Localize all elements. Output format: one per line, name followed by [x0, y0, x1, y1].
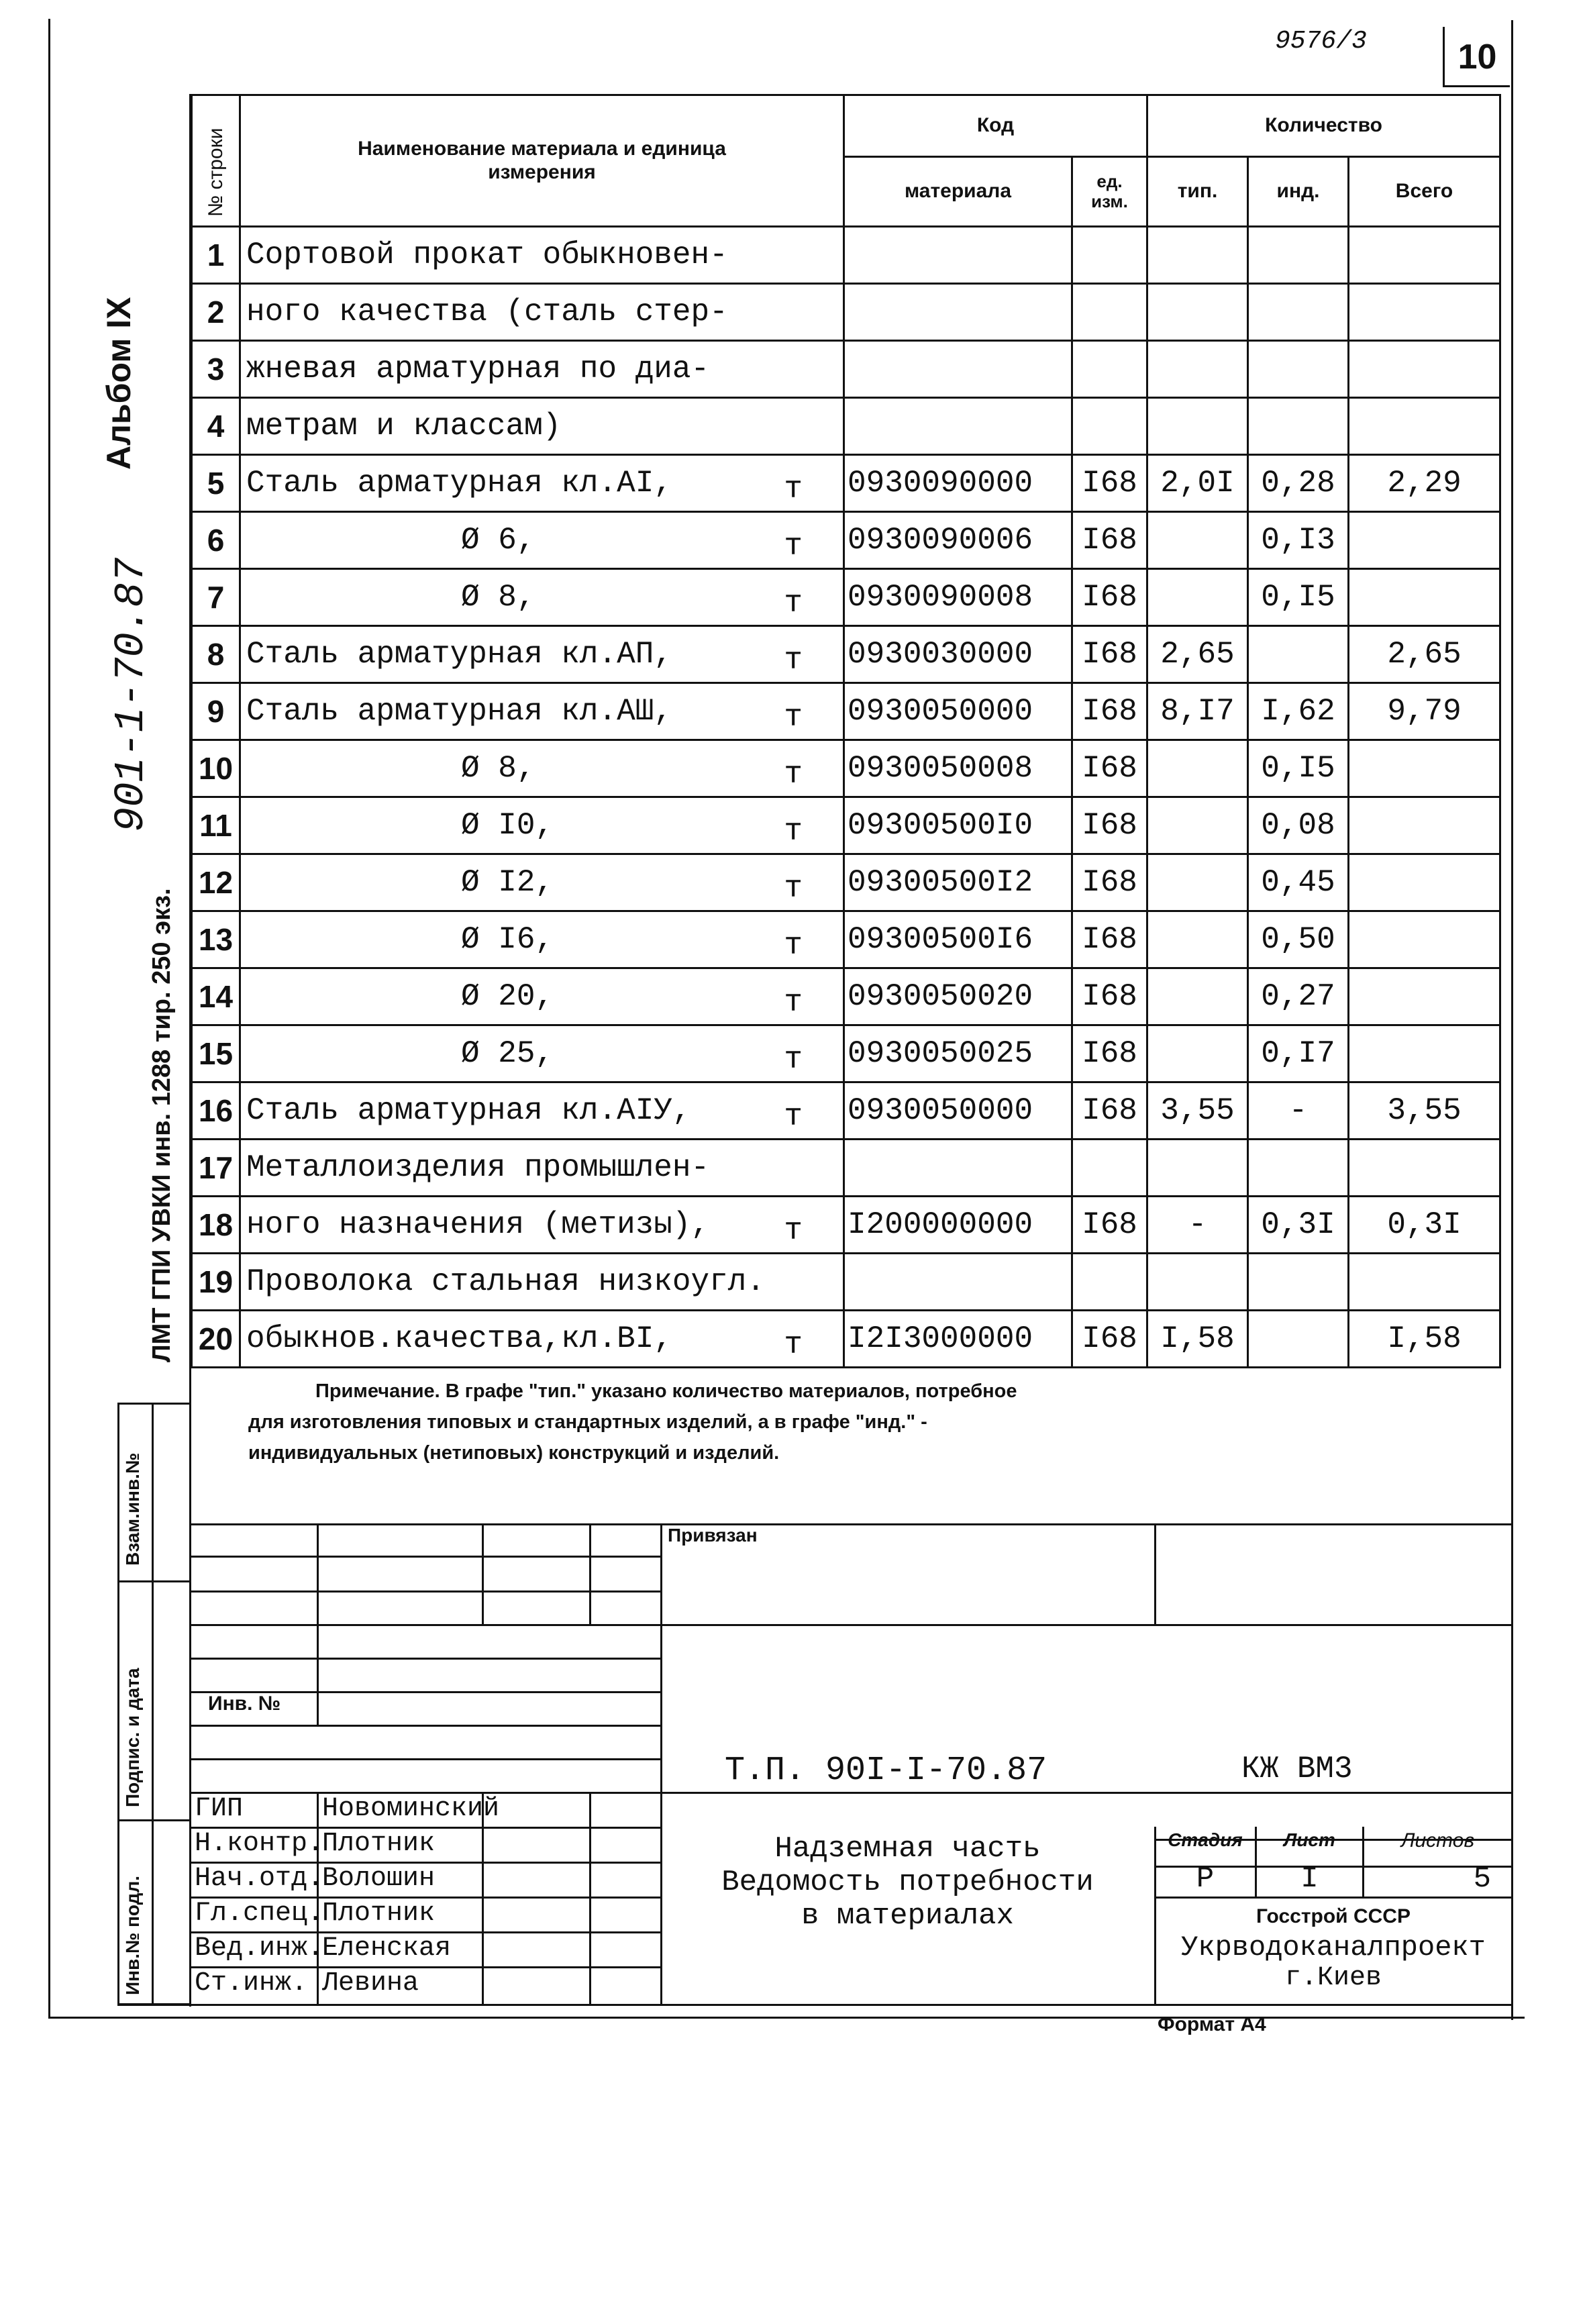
footnote: Примечание. В графе "тип." указано количество материалов, потребное для изготовления типовых и стандартных изделий, а в графе "инд." - индивидуальных (нетиповых) конструкций и изделий. [248, 1380, 1017, 1464]
qty-total [1349, 398, 1500, 455]
materials-table-body [192, 227, 1500, 1368]
row-number: 9 [192, 683, 240, 740]
qty-total [1349, 1254, 1500, 1311]
tb-title [664, 1832, 1151, 1933]
qty-typ [1147, 284, 1248, 341]
tb-org [1156, 1902, 1511, 1993]
material-code [844, 227, 1072, 284]
material-code: 0930030000 [844, 626, 1072, 683]
table-row [192, 740, 1500, 797]
material-unit: т [784, 1213, 803, 1248]
signature-role: ГИП [195, 1794, 244, 1824]
unit-code: I68 [1072, 911, 1147, 968]
qty-ind: 0,3I [1248, 1197, 1349, 1254]
qty-ind: 0,08 [1248, 797, 1349, 854]
material-code: 0930050000 [844, 683, 1072, 740]
row-number: 17 [192, 1140, 240, 1197]
tb-mark: КЖ ВМ3 [1241, 1752, 1353, 1786]
stamp-label-podl: Инв.№ подл. [122, 1875, 143, 1995]
frame-bottom-line [117, 2004, 1513, 2006]
unit-code [1072, 1254, 1147, 1311]
material-name [240, 1311, 844, 1368]
left-stamp-strip [117, 1403, 191, 2005]
table-row [192, 1025, 1500, 1082]
signature-name: Плотник [322, 1899, 436, 1929]
signature-row [195, 1792, 658, 1827]
album-label: Альбом IX [100, 297, 138, 470]
material-unit: т [784, 814, 803, 849]
signature-row [195, 1827, 658, 1862]
tb-privyazan: Привязан [668, 1525, 758, 1546]
qty-typ: 8,I7 [1147, 683, 1248, 740]
material-name-text: метрам и классам) [246, 409, 562, 444]
table-row [192, 227, 1500, 284]
material-name [240, 284, 844, 341]
corner-reference: 9576/3 [1275, 27, 1367, 56]
header-qty-typ: тип. [1147, 157, 1248, 227]
material-code: 09300500I6 [844, 911, 1072, 968]
header-row-no [192, 95, 240, 227]
signature-name: Новоминский [322, 1794, 500, 1824]
tb-title-line3: в материалах [801, 1899, 1014, 1933]
header-qty-total: Всего [1349, 157, 1500, 227]
qty-typ [1147, 341, 1248, 398]
signature-role: Гл.спец. [195, 1899, 324, 1929]
tb-line-n [1154, 1897, 1511, 1899]
page-number: 10 [1457, 38, 1497, 77]
qty-typ [1147, 797, 1248, 854]
material-unit: т [784, 529, 803, 564]
unit-code: I68 [1072, 740, 1147, 797]
material-name [240, 1254, 844, 1311]
qty-total [1349, 1140, 1500, 1197]
material-name-text: Ø 25, [461, 1036, 554, 1071]
unit-code: I68 [1072, 1197, 1147, 1254]
material-name-text: ного назначения (метизы), [246, 1207, 710, 1242]
material-name [240, 398, 844, 455]
table-row [192, 911, 1500, 968]
material-unit: т [784, 643, 803, 678]
table-row [192, 1311, 1500, 1368]
material-name [240, 227, 844, 284]
tb-line-d [191, 1658, 660, 1660]
header-name: Наименование материала и единица измерения [240, 95, 844, 227]
unit-code [1072, 398, 1147, 455]
material-code [844, 1254, 1072, 1311]
stamp-sep-2 [119, 1819, 189, 1821]
unit-code: I68 [1072, 626, 1147, 683]
qty-typ [1147, 911, 1248, 968]
material-code: 09300500I0 [844, 797, 1072, 854]
tb-title-line2: Ведомость потребности [721, 1866, 1094, 1899]
material-name-text: Ø 8, [461, 580, 535, 615]
row-number: 13 [192, 911, 240, 968]
header-qty-ind: инд. [1248, 157, 1349, 227]
qty-ind: 0,I3 [1248, 512, 1349, 569]
qty-total: 9,79 [1349, 683, 1500, 740]
row-number: 18 [192, 1197, 240, 1254]
table-row [192, 1254, 1500, 1311]
stamp-sep-1 [119, 1580, 189, 1582]
table-row [192, 1140, 1500, 1197]
tb-v3 [589, 1523, 591, 1624]
qty-typ: 2,0I [1147, 455, 1248, 512]
format-label: Формат А4 [1158, 2013, 1266, 2035]
material-name [240, 569, 844, 626]
material-name-text: Сталь арматурная кл.АIУ, [246, 1093, 691, 1128]
row-number: 4 [192, 398, 240, 455]
materials-table [191, 94, 1501, 1368]
unit-code [1072, 227, 1147, 284]
row-number: 7 [192, 569, 240, 626]
material-code: 0930050000 [844, 1082, 1072, 1140]
qty-ind: 0,45 [1248, 854, 1349, 911]
material-code: I200000000 [844, 1197, 1072, 1254]
qty-typ: I,58 [1147, 1311, 1248, 1368]
tb-sheet: I [1300, 1862, 1319, 1896]
qty-ind: 0,I7 [1248, 1025, 1349, 1082]
qty-total [1349, 284, 1500, 341]
tb-title-line1: Надземная часть [774, 1832, 1041, 1866]
material-name [240, 455, 844, 512]
tb-v1 [317, 1523, 319, 1725]
material-name [240, 1197, 844, 1254]
material-unit: т [784, 757, 803, 792]
material-name-text: Металлоизделия промышлен- [246, 1150, 710, 1185]
qty-ind [1248, 284, 1349, 341]
signature-name: Плотник [322, 1829, 436, 1859]
unit-code: I68 [1072, 797, 1147, 854]
qty-ind [1248, 227, 1349, 284]
material-name-text: Ø I0, [461, 808, 554, 843]
tb-v5 [1154, 1523, 1156, 1624]
qty-total [1349, 1025, 1500, 1082]
material-code [844, 284, 1072, 341]
signature-role: Вед.инж. [195, 1933, 324, 1964]
material-code [844, 398, 1072, 455]
material-code [844, 1140, 1072, 1197]
table-row [192, 1197, 1500, 1254]
qty-total [1349, 569, 1500, 626]
material-name [240, 968, 844, 1025]
stamp-label-zam: Взам.инв.№ [122, 1452, 143, 1566]
header-qty-group: Количество [1147, 95, 1500, 157]
material-unit: т [784, 1327, 803, 1362]
material-unit: т [784, 1099, 803, 1134]
tb-top-line [191, 1523, 1511, 1525]
tb-line-f [191, 1725, 660, 1727]
material-name-text: Сталь арматурная кл.АI, [246, 466, 672, 501]
qty-total [1349, 341, 1500, 398]
signature-name: Волошин [322, 1864, 436, 1894]
qty-total [1349, 227, 1500, 284]
unit-code: I68 [1072, 1311, 1147, 1368]
header-code-unit: ед. изм. [1072, 157, 1147, 227]
material-name-text: Ø I2, [461, 865, 554, 900]
material-unit: т [784, 985, 803, 1020]
frame-right-line [1511, 20, 1513, 2020]
tb-sheets: 5 [1473, 1862, 1491, 1896]
row-number: 20 [192, 1311, 240, 1368]
material-code: 0930050008 [844, 740, 1072, 797]
row-number: 14 [192, 968, 240, 1025]
row-number: 6 [192, 512, 240, 569]
signature-name: Еленская [322, 1933, 452, 1964]
tb-v2 [482, 1523, 484, 1624]
qty-typ [1147, 227, 1248, 284]
qty-typ [1147, 398, 1248, 455]
qty-total [1349, 797, 1500, 854]
row-number: 1 [192, 227, 240, 284]
qty-ind: 0,27 [1248, 968, 1349, 1025]
unit-code: I68 [1072, 968, 1147, 1025]
qty-ind: 0,28 [1248, 455, 1349, 512]
material-name-text: Проволока стальная низкоугл. [246, 1264, 765, 1299]
page-number-box [1443, 27, 1510, 87]
header-code-material: материала [844, 157, 1072, 227]
table-row [192, 968, 1500, 1025]
tb-sheets-label: Листов [1400, 1829, 1475, 1852]
unit-code: I68 [1072, 455, 1147, 512]
unit-code: I68 [1072, 512, 1147, 569]
unit-code [1072, 284, 1147, 341]
signature-row [195, 1931, 658, 1966]
qty-typ [1147, 569, 1248, 626]
material-unit: т [784, 472, 803, 507]
unit-code: I68 [1072, 683, 1147, 740]
tb-v4 [660, 1523, 662, 2005]
tb-stage-label: Стадия [1168, 1829, 1243, 1850]
material-name [240, 797, 844, 854]
tb-sheet-label: Лист [1284, 1829, 1335, 1850]
tb-org1: Госстрой СССР [1256, 1905, 1411, 1927]
qty-ind: - [1248, 1082, 1349, 1140]
qty-typ [1147, 1140, 1248, 1197]
qty-ind: I,62 [1248, 683, 1349, 740]
signature-row [195, 1897, 658, 1931]
qty-typ: 3,55 [1147, 1082, 1248, 1140]
material-name-text: Ø 8, [461, 751, 535, 786]
unit-code: I68 [1072, 1082, 1147, 1140]
row-number: 3 [192, 341, 240, 398]
qty-total [1349, 854, 1500, 911]
row-number: 19 [192, 1254, 240, 1311]
material-name [240, 1140, 844, 1197]
material-code: I2I3000000 [844, 1311, 1072, 1368]
stamp-divider [152, 1405, 154, 2003]
qty-total: 2,29 [1349, 455, 1500, 512]
signature-role: Нач.отд. [195, 1864, 324, 1894]
table-row [192, 284, 1500, 341]
material-name [240, 626, 844, 683]
qty-typ [1147, 512, 1248, 569]
qty-total [1349, 740, 1500, 797]
material-name-text: Сортовой прокат обыкновен- [246, 238, 728, 272]
signature-name: Левина [322, 1968, 419, 1999]
qty-ind: 0,I5 [1248, 740, 1349, 797]
row-number: 16 [192, 1082, 240, 1140]
qty-ind: 0,I5 [1248, 569, 1349, 626]
tb-stage: Р [1196, 1862, 1215, 1896]
signature-role: Ст.инж. [195, 1968, 308, 1999]
material-unit: т [784, 586, 803, 621]
qty-ind: 0,50 [1248, 911, 1349, 968]
table-row [192, 455, 1500, 512]
qty-typ [1147, 854, 1248, 911]
tb-doc-code: Т.П. 90I-I-70.87 [725, 1752, 1047, 1790]
signature-row [195, 1966, 658, 2001]
stamp-label-podpis: Подпис. и дата [122, 1668, 143, 1807]
material-name-text: Сталь арматурная кл.АШ, [246, 694, 672, 729]
material-code: 0930090006 [844, 512, 1072, 569]
material-unit: т [784, 700, 803, 735]
row-number: 5 [192, 455, 240, 512]
qty-ind [1248, 1254, 1349, 1311]
qty-total [1349, 968, 1500, 1025]
material-name [240, 683, 844, 740]
row-number: 15 [192, 1025, 240, 1082]
material-code: 09300500I2 [844, 854, 1072, 911]
row-number: 12 [192, 854, 240, 911]
qty-total [1349, 512, 1500, 569]
material-name [240, 1082, 844, 1140]
material-unit: т [784, 928, 803, 963]
signature-role: Н.контр. [195, 1829, 324, 1859]
table-row [192, 797, 1500, 854]
header-row-no-label: № строки [205, 128, 227, 217]
table-row [192, 512, 1500, 569]
table-row [192, 1082, 1500, 1140]
qty-total: 0,3I [1349, 1197, 1500, 1254]
table-row [192, 398, 1500, 455]
row-number: 8 [192, 626, 240, 683]
qty-ind [1248, 1311, 1349, 1368]
side-project-code: 901-1-70.87 [107, 557, 155, 832]
tb-line-c [191, 1624, 1511, 1626]
material-name [240, 740, 844, 797]
material-name [240, 341, 844, 398]
tb-signatures [195, 1792, 658, 2001]
material-code: 0930050020 [844, 968, 1072, 1025]
material-unit: т [784, 871, 803, 906]
table-row [192, 341, 1500, 398]
material-code: 0930090000 [844, 455, 1072, 512]
tb-org3: г.Киев [1284, 1963, 1382, 1993]
material-name-text: Сталь арматурная кл.АП, [246, 637, 672, 672]
signature-row [195, 1862, 658, 1897]
row-number: 11 [192, 797, 240, 854]
row-number: 10 [192, 740, 240, 797]
qty-ind [1248, 341, 1349, 398]
material-unit: т [784, 1042, 803, 1077]
row-number: 2 [192, 284, 240, 341]
material-name-text: ного качества (сталь стер- [246, 295, 728, 330]
unit-code [1072, 1140, 1147, 1197]
material-name-text: Ø I6, [461, 922, 554, 957]
table-row [192, 683, 1500, 740]
qty-total: I,58 [1349, 1311, 1500, 1368]
qty-typ [1147, 740, 1248, 797]
table-row [192, 569, 1500, 626]
material-code: 0930090008 [844, 569, 1072, 626]
inventory-stamp: ЛМТ ГПИ УВКИ инв. 1288 тир. 250 экз. [148, 888, 176, 1362]
qty-ind [1248, 626, 1349, 683]
material-name-text: обыкнов.качества,кл.ВI, [246, 1321, 672, 1356]
qty-typ: 2,65 [1147, 626, 1248, 683]
material-name [240, 1025, 844, 1082]
qty-typ [1147, 1254, 1248, 1311]
tb-line-g [191, 1758, 660, 1760]
tb-org2: Укрводоканалпроект [1181, 1931, 1486, 1964]
qty-typ: - [1147, 1197, 1248, 1254]
material-name-text: жневая арматурная по диа- [246, 352, 710, 387]
material-name-text: Ø 20, [461, 979, 554, 1014]
material-name [240, 911, 844, 968]
qty-total: 2,65 [1349, 626, 1500, 683]
qty-typ [1147, 968, 1248, 1025]
material-name [240, 512, 844, 569]
table-row [192, 854, 1500, 911]
unit-code: I68 [1072, 1025, 1147, 1082]
qty-typ [1147, 1025, 1248, 1082]
material-code: 0930050025 [844, 1025, 1072, 1082]
material-name-text: Ø 6, [461, 523, 535, 558]
unit-code [1072, 341, 1147, 398]
unit-code: I68 [1072, 854, 1147, 911]
qty-ind [1248, 398, 1349, 455]
material-name [240, 854, 844, 911]
table-row [192, 626, 1500, 683]
unit-code: I68 [1072, 569, 1147, 626]
header-code-group: Код [844, 95, 1147, 157]
qty-total: 3,55 [1349, 1082, 1500, 1140]
material-code [844, 341, 1072, 398]
qty-total [1349, 911, 1500, 968]
tb-inv-no: Инв. № [208, 1693, 281, 1715]
qty-ind [1248, 1140, 1349, 1197]
